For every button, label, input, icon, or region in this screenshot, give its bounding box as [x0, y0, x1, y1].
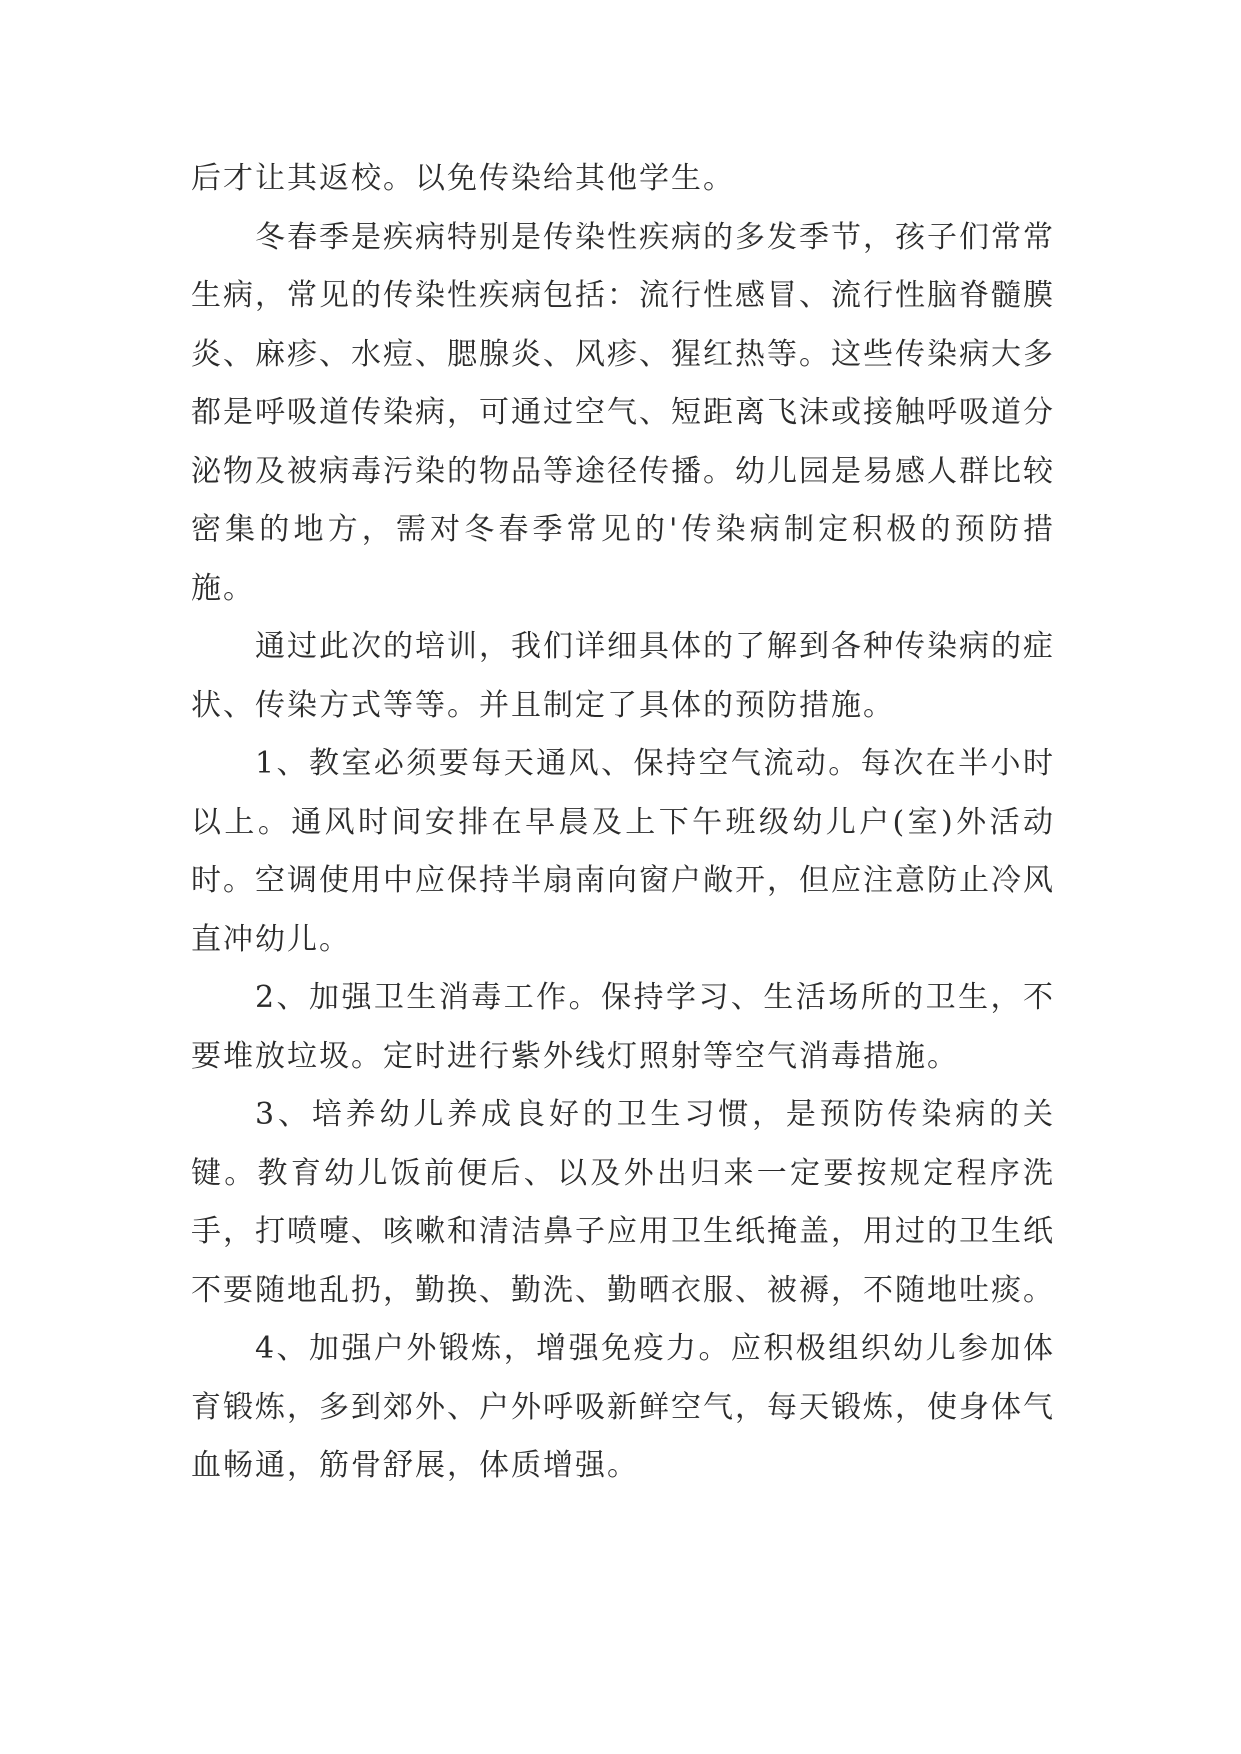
- paragraph-training-summary: 通过此次的培训，我们详细具体的了解到各种传染病的症状、传染方式等等。并且制定了具体的预防措施。: [191, 629, 1055, 723]
- paragraph-measure-hygiene-habits: 3、培养幼儿养成良好的卫生习惯，是预防传染病的关键。教育幼儿饭前便后、以及外出归来一定要按规定程序洗手，打喷嚏、咳嗽和清洁鼻子应用卫生纸掩盖，用过的卫生纸不要随地乱扔，勤换、勤洗、勤晒衣服、被褥，不随地吐痰。: [191, 1097, 1055, 1308]
- paragraph-measure-ventilation: 1、教室必须要每天通风、保持空气流动。每次在半小时以上。通风时间安排在早晨及上下午班级幼儿户(室)外活动时。空调使用中应保持半扇南向窗户敞开，但应注意防止冷风直冲幼儿。: [191, 746, 1055, 957]
- paragraph-continuation: 后才让其返校。以免传染给其他学生。: [191, 161, 735, 196]
- paragraph-measure-outdoor-exercise: 4、加强户外锻炼，增强免疫力。应积极组织幼儿参加体育锻炼，多到郊外、户外呼吸新鲜空气，每天锻炼，使身体气血畅通，筋骨舒展，体质增强。: [191, 1331, 1055, 1483]
- paragraph-winter-spring-diseases: 冬春季是疾病特别是传染性疾病的多发季节，孩子们常常生病，常见的传染性疾病包括：流行性感冒、流行性脑脊髓膜炎、麻疹、水痘、腮腺炎、风疹、猩红热等。这些传染病大多都是呼吸道传染病，可通过空气、短距离飞沫或接触呼吸道分泌物及被病毒污染的物品等途径传播。幼儿园是易感人群比较密集的地方，需对冬春季常见的'传染病制定积极的预防措施。: [191, 219, 1055, 606]
- paragraph-measure-disinfection: 2、加强卫生消毒工作。保持学习、生活场所的卫生，不要堆放垃圾。定时进行紫外线灯照射等空气消毒措施。: [191, 980, 1055, 1074]
- document-body: [191, 150, 1055, 1496]
